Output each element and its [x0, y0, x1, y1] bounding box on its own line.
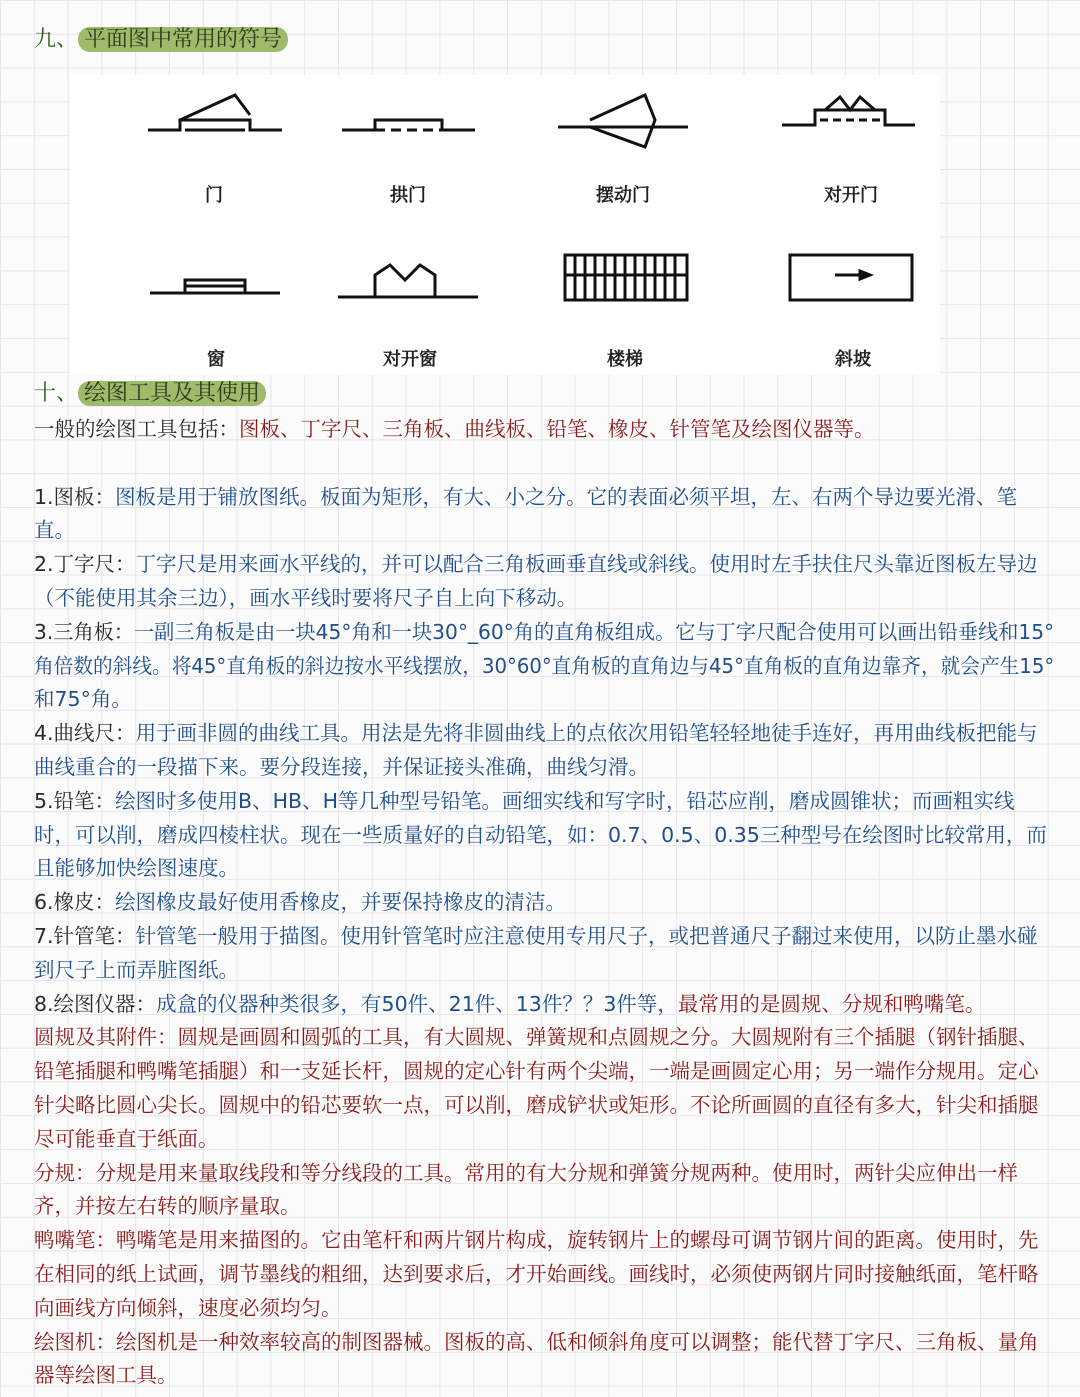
note-text: 绘图机：绘图机是一种效率较高的制图器械。图板的高、低和倾斜角度可以调整；能代替丁字尺、三角板、量角 [34, 1329, 1039, 1354]
section-number: 十、 [34, 381, 79, 406]
note-line [34, 1021, 1054, 1055]
note-text: 图板、丁字尺、三角板、曲线板、铅笔、橡皮、针管笔及绘图仪器等。 [239, 417, 875, 441]
note-line [34, 954, 1054, 988]
note-line [34, 751, 1054, 785]
note-text: 圆规及其附件：圆规是画圆和圆弧的工具，有大圆规、弹簧规和点圆规之分。大圆规附有三个插腿（钢针插腿、 [34, 1025, 1039, 1050]
note-label: 7.针管笔： [34, 923, 136, 948]
note-text: 到尺子上而弄脏图纸。 [34, 957, 239, 982]
note-line [34, 548, 1054, 582]
window-symbol [150, 280, 280, 293]
note-line [34, 413, 1054, 447]
note-line [34, 819, 1054, 853]
note-line [34, 785, 1054, 819]
symbols-drawing [70, 75, 940, 375]
note-line [34, 514, 1054, 548]
note-line [34, 717, 1054, 751]
symbol-label: 摆动门 [596, 185, 650, 206]
note-line [34, 1359, 1054, 1393]
arch-door-symbol [342, 120, 475, 130]
symbol-label: 对开窗 [383, 349, 437, 370]
note-text: 一副三角板是由一块45°角和一块30°_60°角的直角板组成。它与丁字尺配合使用可以画出铅垂线和15° [133, 619, 1055, 644]
symbol-label: 楼梯 [607, 349, 643, 370]
note-line [34, 1089, 1054, 1123]
note-line [34, 447, 1054, 481]
note-label: 3.三角板： [34, 619, 134, 644]
symbols-figure [70, 75, 940, 375]
note-label: 4.曲线尺： [34, 721, 136, 746]
note-line [34, 1258, 1054, 1292]
symbol-label: 斜坡 [835, 349, 871, 370]
symbol-label: 窗 [207, 349, 225, 370]
note-text: 鸭嘴笔：鸭嘴笔是用来描图的。它由笔杆和两片钢片构成，旋转钢片上的螺母可调节钢片间的距离。使用时，先 [34, 1228, 1039, 1253]
note-text: 成盒的仪器种类很多，有50件、21件、13件？？3件等， [156, 991, 678, 1016]
note-line [34, 886, 1054, 920]
stairs-symbol [565, 255, 687, 300]
note-line [34, 1224, 1054, 1258]
note-line [34, 616, 1055, 650]
note-text: 针管笔一般用于描图。使用针管笔时应注意使用专用尺子，或把普通尺子翻过来使用，以防止墨水碰 [135, 923, 1038, 948]
note-text: 图板是用于铺放图纸。板面为矩形，有大、小之分。它的表面必须平坦，左、右两个导边要光滑、笔 [115, 484, 1018, 509]
notes-body [34, 413, 1054, 1393]
ramp-symbol [790, 255, 912, 300]
note-text: 绘图橡皮最好使用香橡皮，并要保持橡皮的清洁。 [115, 890, 567, 915]
note-text: 尽可能垂直于纸面。 [34, 1126, 219, 1151]
section-9-heading [34, 22, 288, 53]
note-label: 6.橡皮： [34, 890, 116, 915]
note-label: 2.丁字尺： [34, 552, 136, 577]
note-line [34, 852, 1054, 886]
note-line [34, 582, 1054, 616]
note-text: 和75°角。 [34, 687, 132, 712]
note-text: （不能使用其余三边），画水平线时要将尺子自上向下移动。 [34, 585, 578, 610]
symbol-label: 门 [205, 185, 223, 206]
note-text: 铅笔插腿和鸭嘴笔插腿）和一支延长杆，圆规的定心针有两个尖端，一端是画圆定心用；另一端作分规用。定心 [34, 1059, 1039, 1084]
note-text: 分规：分规是用来量取线段和等分线段的工具。常用的有大分规和弹簧分规两种。使用时，两针尖应伸出一样 [34, 1160, 1018, 1185]
note-label: 一般的绘图工具包括： [34, 417, 239, 441]
note-text: 齐，并按左右转的顺序量取。 [34, 1194, 301, 1219]
section-title: 绘图工具及其使用 [78, 381, 266, 406]
note-text: 且能够加快绘图速度。 [34, 856, 239, 881]
note-label: 8.绘图仪器： [34, 991, 157, 1016]
symbol-label: 拱门 [390, 185, 426, 206]
double-door-symbol [782, 97, 915, 125]
note-line [34, 920, 1054, 954]
note-text: 丁字尺是用来画水平线的，并可以配合三角板画垂直线或斜线。使用时左手扶住尺头靠近图板左导边 [135, 552, 1038, 577]
note-line [34, 1055, 1054, 1089]
swing-door-symbol [558, 95, 688, 147]
note-line [34, 481, 1054, 515]
note-line [34, 1190, 1054, 1224]
double-window-symbol [338, 265, 478, 297]
note-line [34, 1326, 1054, 1360]
note-text: 时，可以削，磨成四棱柱状。现在一些质量好的自动铅笔，如：0.7、0.5、0.35三种型号在绘图时比较常用，而 [34, 822, 1047, 847]
note-line [34, 1292, 1054, 1326]
symbol-label: 对开门 [824, 185, 878, 206]
note-text: 器等绘图工具。 [34, 1363, 178, 1388]
note-text: 角倍数的斜线。将45°直角板的斜边按水平线摆放，30°60°直角板的直角边与45°直角板的直角边靠齐，就会产生15° [34, 653, 1055, 678]
note-text: 用于画非圆的曲线工具。用法是先将非圆曲线上的点依次用铅笔轻轻地徒手连好，再用曲线板把能与 [135, 721, 1038, 746]
section-number: 九、 [34, 27, 79, 52]
note-text-highlight: 最常用的是圆规、分规和鸭嘴笔。 [677, 991, 986, 1016]
section-10-heading [34, 376, 266, 407]
note-text: 直。 [34, 518, 75, 543]
note-label: 1.图板： [34, 484, 116, 509]
note-text: 在相同的纸上试画，调节墨线的粗细，达到要求后，才开始画线。画线时，必须使两钢片同时接触纸面，笔杆略 [34, 1261, 1039, 1286]
note-text: 曲线重合的一段描下来。要分段连接，并保证接头准确，曲线匀滑。 [34, 754, 649, 779]
note-line [34, 1157, 1054, 1191]
note-line [34, 1123, 1054, 1157]
note-line [34, 650, 1055, 684]
note-label: 5.铅笔： [34, 788, 116, 813]
door-symbol [148, 95, 282, 130]
note-text: 针尖略比圆心尖长。圆规中的铅芯要软一点，可以削，磨成铲状或矩形。不论所画圆的直径有多大，针尖和插腿 [34, 1092, 1039, 1117]
note-text: 向画线方向倾斜，速度必须均匀。 [34, 1295, 342, 1320]
note-line [34, 988, 1054, 1022]
section-title: 平面图中常用的符号 [78, 27, 288, 52]
note-text: 绘图时多使用B、HB、H等几种型号铅笔。画细实线和写字时，铅芯应削，磨成圆锥状；而画粗实线 [115, 788, 1015, 813]
note-line [34, 683, 1054, 717]
